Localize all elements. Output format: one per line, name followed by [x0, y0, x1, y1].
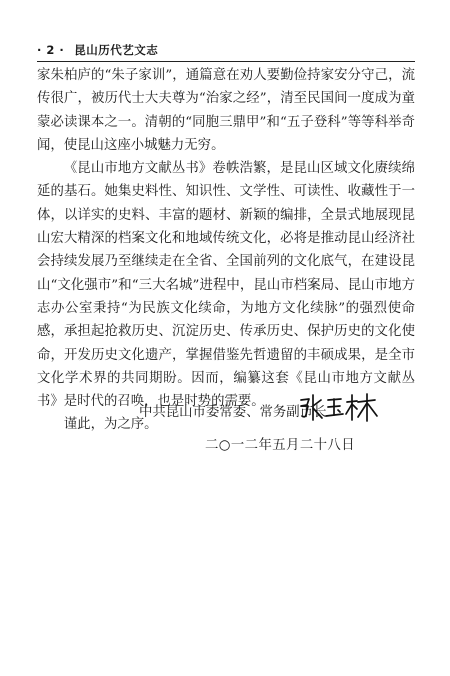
date-line: 二○一二年五月二十八日 [205, 438, 355, 453]
paragraph-continued: 家朱柏庐的“朱子家训”，通篇意在劝人要勤俭持家安分守己，流传很广，被历代士大夫尊为“治家之经”，清至民国间一度成为童蒙必读课本之一。清朝的“同胞三鼎甲”和“五子登科”等等科举奇闻，使昆山这座小城魅力无穷。 [37, 68, 415, 153]
paragraph-book-series: 《昆山市地方文献丛书》卷帙浩繁，是昆山区域文化赓续绵延的基石。她集史料性、知识性、文学性、可读性、收藏性于一体，以详实的史料、丰富的题材、新颖的编排，全景式地展现昆山宏大精深的档案文化和地域传统文化，必将是推动昆山经济社会持续发展乃至继续走在全省、全国前列的文化底气，在建设昆山“文化强市”和“三大名城”进程中，昆山市档案局、昆山市地方志办公室秉持“为民族文化续命，为地方文化续脉”的强烈使命感，承担起抢救历史、沉淀历史、传承历史、保护历史的文化使命，开发历史文化遗产，掌握借鉴先哲遗留的丰硕成果，是全市文化学术界的共同期盼。因而，编纂这套《昆山市地方文献丛书》是时代的召唤，也是时势的需要。 [37, 161, 415, 410]
body-text [37, 64, 415, 437]
header-rule [37, 61, 415, 62]
paragraph-closing: 谨此，为之序。 [63, 417, 158, 433]
handwritten-signature [297, 390, 379, 426]
book-title: 昆山历代艺文志 [74, 43, 159, 57]
signature-block [139, 394, 415, 454]
signer-title: 中共昆山市委常委、常务副市长 [139, 405, 327, 420]
running-header [37, 41, 415, 59]
page-number: · 2 · [37, 43, 65, 57]
